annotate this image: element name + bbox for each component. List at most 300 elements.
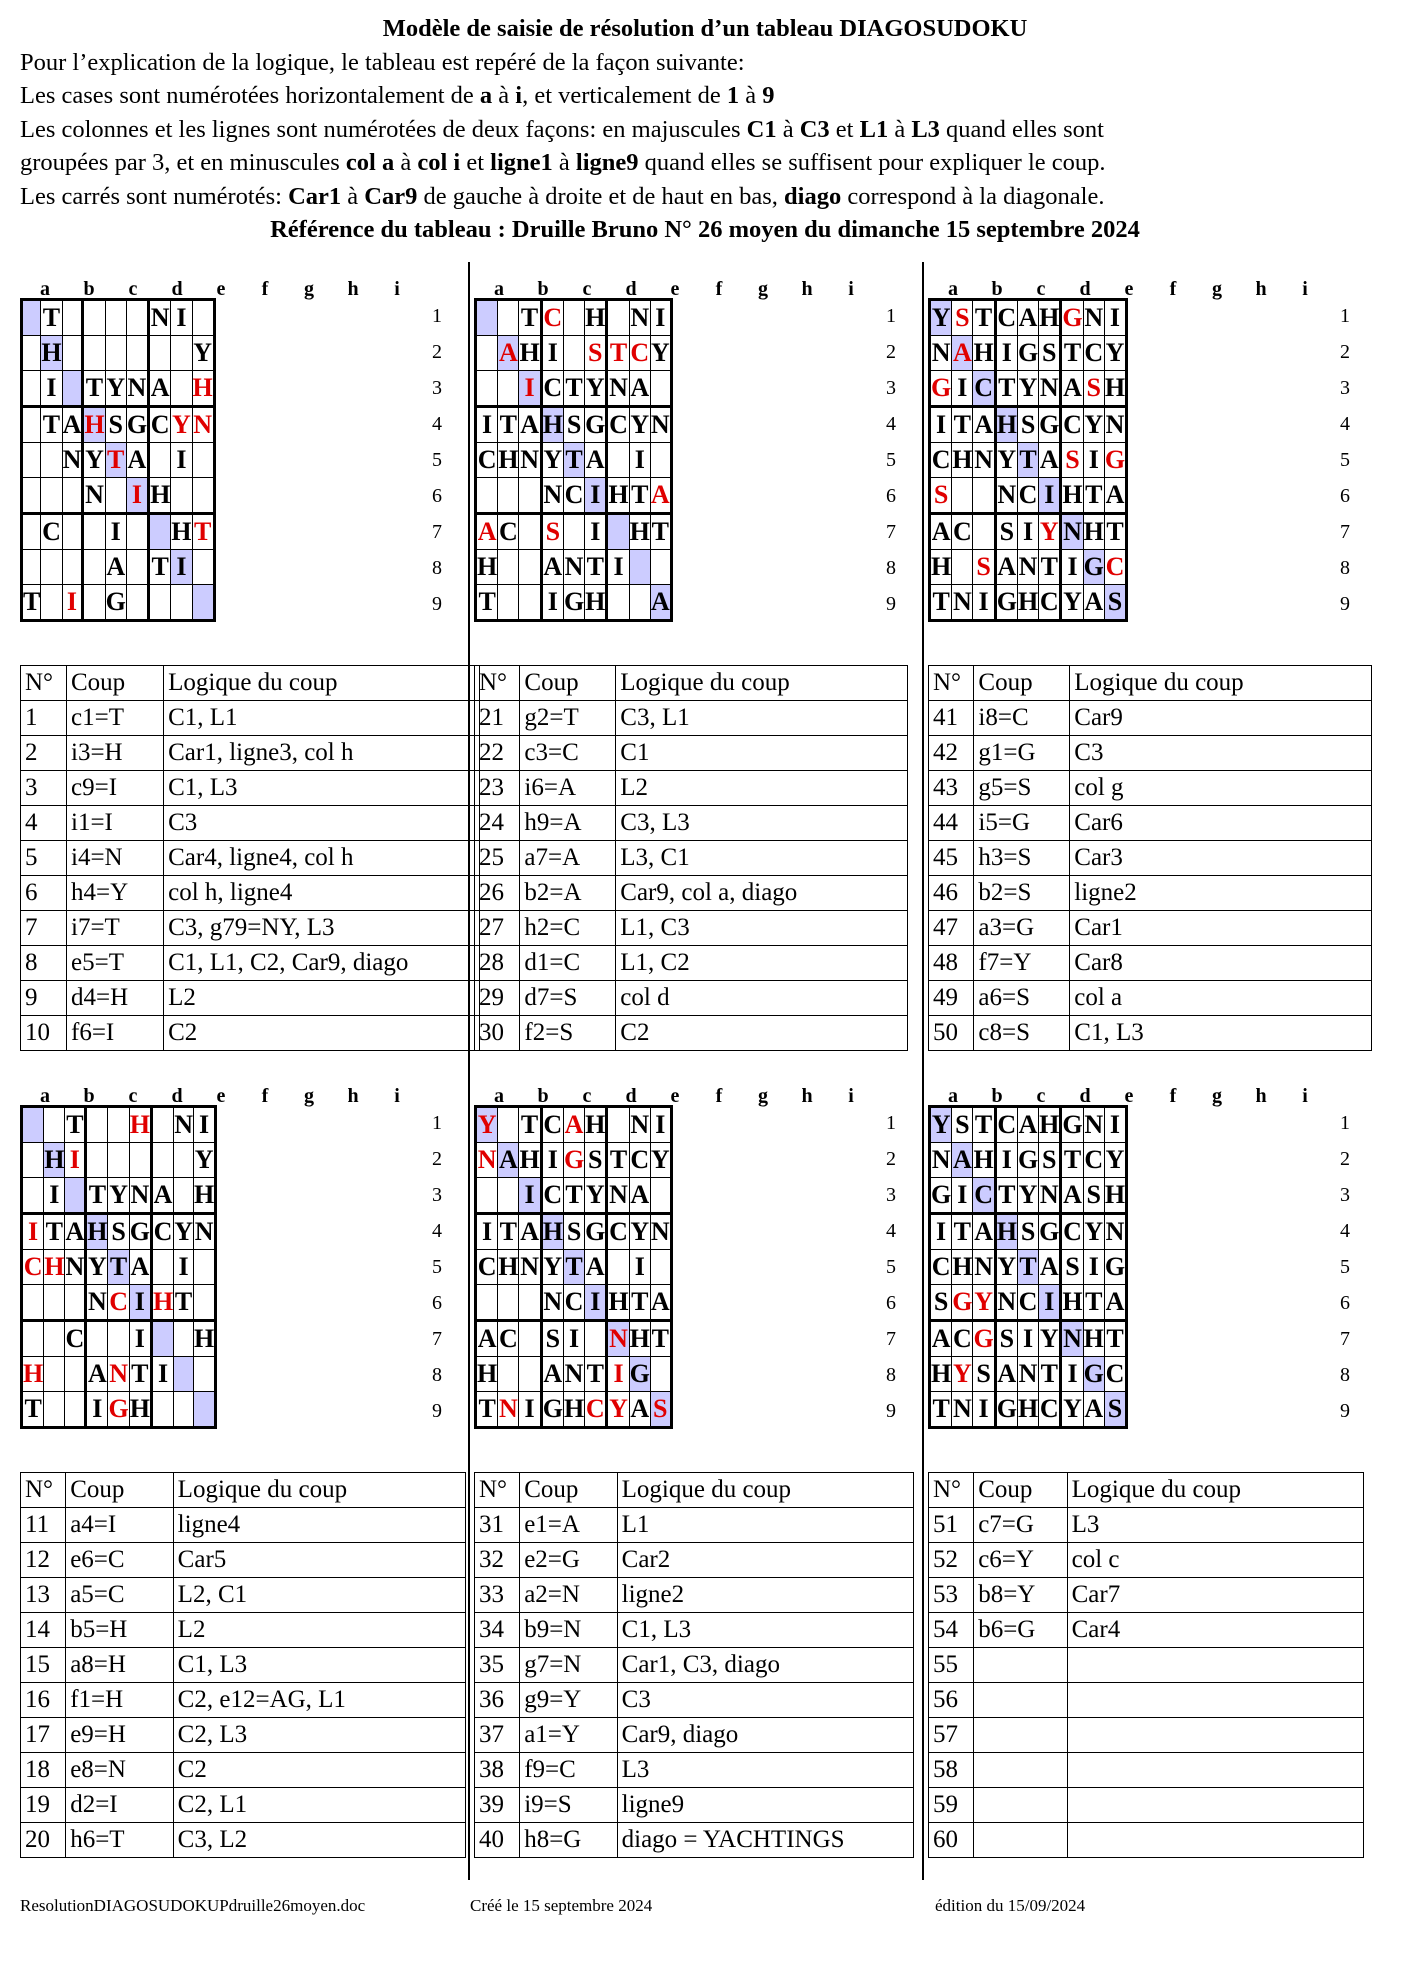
- move-cell: h3=S: [974, 841, 1070, 876]
- move-number: 3: [21, 771, 67, 806]
- move-row: [929, 701, 1372, 736]
- move-row: [475, 1683, 914, 1718]
- cell-c9: I: [973, 1392, 995, 1428]
- move-cell: d2=I: [66, 1788, 173, 1823]
- move-number: 30: [475, 1016, 520, 1051]
- cell-g1: G: [1061, 1107, 1083, 1143]
- grid-row: [22, 478, 215, 514]
- move-row: [929, 981, 1372, 1016]
- cell-h6: [171, 478, 192, 514]
- move-number: 46: [929, 876, 974, 911]
- cell-e9: G: [563, 585, 584, 621]
- cell-g8: I: [607, 1357, 629, 1392]
- cell-i3: H: [1104, 1178, 1126, 1214]
- cell-i8: C: [1104, 550, 1126, 585]
- cell-a1: [22, 1107, 44, 1143]
- column-label: f: [1169, 1085, 1177, 1107]
- row-label: 8: [1340, 1364, 1350, 1386]
- column-label: e: [670, 1085, 680, 1107]
- row-label: 3: [886, 377, 896, 399]
- move-logic: Car4: [1067, 1613, 1363, 1648]
- move-logic: Car1: [1070, 911, 1372, 946]
- cell-a9: T: [930, 585, 952, 621]
- column-label: i: [394, 1085, 400, 1107]
- cell-c6: [973, 478, 995, 514]
- cell-d2: I: [541, 1143, 563, 1178]
- cell-a2: N: [930, 336, 952, 371]
- moves-header-row: [929, 1473, 1364, 1508]
- cell-i7: H: [193, 1321, 215, 1357]
- move-logic: col d: [616, 981, 908, 1016]
- cell-h8: [174, 1357, 194, 1392]
- move-number: 37: [475, 1718, 520, 1753]
- move-row: [929, 876, 1372, 911]
- grid-row: [930, 550, 1127, 585]
- cell-e6: C: [563, 478, 584, 514]
- cell-g8: I: [1061, 1357, 1083, 1392]
- grid-row: [22, 1107, 216, 1143]
- cell-i4: N: [192, 407, 214, 443]
- cell-f4: G: [1039, 1214, 1061, 1250]
- cell-b1: S: [952, 1107, 973, 1143]
- cell-c7: G: [973, 1321, 995, 1357]
- cell-c1: T: [519, 300, 541, 336]
- cell-e3: T: [563, 371, 584, 407]
- cell-f1: H: [585, 300, 607, 336]
- cell-h7: H: [171, 514, 192, 550]
- moves-header-logic: Logique du coup: [617, 1473, 913, 1508]
- move-row: [475, 1718, 914, 1753]
- cell-h7: H: [1083, 1321, 1104, 1357]
- grid-row: [22, 300, 215, 336]
- cell-c6: [519, 478, 541, 514]
- cell-d7: S: [541, 1321, 563, 1357]
- cell-b3: I: [41, 371, 62, 407]
- move-row: [21, 981, 480, 1016]
- moves-header-move: Coup: [974, 1473, 1067, 1508]
- moves-header-number: N°: [929, 1473, 974, 1508]
- cell-a5: C: [476, 443, 498, 478]
- cell-f2: S: [1039, 336, 1061, 371]
- cell-d5: Y: [541, 443, 563, 478]
- column-label: c: [582, 278, 592, 300]
- grid-row: [930, 300, 1127, 336]
- row-label: 3: [1340, 377, 1350, 399]
- cell-e1: A: [1017, 1107, 1038, 1143]
- move-number: 26: [475, 876, 520, 911]
- cell-f1: H: [585, 1107, 607, 1143]
- cell-c2: H: [519, 336, 541, 371]
- cell-a4: [22, 407, 41, 443]
- cell-a8: H: [22, 1357, 44, 1392]
- row-label: 6: [886, 485, 896, 507]
- move-number: 38: [475, 1753, 520, 1788]
- row-label: 2: [432, 1148, 442, 1170]
- cell-b6: [44, 1285, 65, 1321]
- cell-b7: C: [498, 1321, 519, 1357]
- cell-c4: A: [519, 1214, 541, 1250]
- cell-i4: N: [1104, 1214, 1126, 1250]
- cell-d4: H: [541, 1214, 563, 1250]
- cell-c6: [65, 1285, 86, 1321]
- row-label: 9: [1340, 593, 1350, 615]
- move-number: 57: [929, 1718, 974, 1753]
- move-row: [21, 876, 480, 911]
- column-label: e: [670, 278, 680, 300]
- cell-i4: N: [650, 407, 671, 443]
- cell-c1: T: [519, 1107, 541, 1143]
- row-label: 7: [432, 521, 442, 543]
- row-label: 8: [1340, 557, 1350, 579]
- sudoku-table: [20, 1105, 217, 1429]
- move-logic: col a: [1070, 981, 1372, 1016]
- move-number: 14: [21, 1613, 66, 1648]
- column-label: c: [128, 1085, 138, 1107]
- row-label: 8: [432, 557, 442, 579]
- move-cell: a2=N: [520, 1578, 617, 1613]
- row-label: 3: [1340, 1184, 1350, 1206]
- moves-header-logic: Logique du coup: [1067, 1473, 1363, 1508]
- move-cell: i7=T: [67, 911, 164, 946]
- cell-g6: H: [151, 1285, 173, 1321]
- cell-e4: S: [105, 407, 126, 443]
- cell-h9: A: [1083, 1392, 1104, 1428]
- cell-e1: [105, 300, 126, 336]
- cell-d8: A: [995, 550, 1017, 585]
- cell-i3: [650, 371, 671, 407]
- cell-i8: [193, 1357, 215, 1392]
- cell-c5: N: [62, 443, 83, 478]
- cell-d6: N: [86, 1285, 108, 1321]
- move-cell: a7=A: [520, 841, 616, 876]
- move-number: 29: [475, 981, 520, 1016]
- cell-d3: T: [83, 371, 105, 407]
- cell-g9: Y: [1061, 1392, 1083, 1428]
- move-number: 2: [21, 736, 67, 771]
- move-logic: L3: [617, 1753, 913, 1788]
- cell-f2: S: [1039, 1143, 1061, 1178]
- cell-f9: C: [585, 1392, 607, 1428]
- cell-b9: [41, 585, 62, 621]
- move-cell: c9=I: [67, 771, 164, 806]
- cell-b7: [44, 1321, 65, 1357]
- move-number: 9: [21, 981, 67, 1016]
- move-row: [21, 1578, 466, 1613]
- move-row: [929, 736, 1372, 771]
- row-label: 7: [886, 521, 896, 543]
- cell-c7: [519, 514, 541, 550]
- cell-d6: N: [995, 478, 1017, 514]
- move-number: 47: [929, 911, 974, 946]
- grid-row: [930, 371, 1127, 407]
- move-cell: h9=A: [520, 806, 616, 841]
- column-label: c: [128, 278, 138, 300]
- move-number: 15: [21, 1648, 66, 1683]
- move-number: 6: [21, 876, 67, 911]
- cell-e8: N: [563, 1357, 584, 1392]
- move-row: [475, 771, 908, 806]
- row-label: 9: [432, 593, 442, 615]
- grid-row: [22, 1143, 216, 1178]
- cell-b3: [498, 371, 519, 407]
- move-cell: f2=S: [520, 1016, 616, 1051]
- cell-d8: A: [541, 550, 563, 585]
- cell-c3: [62, 371, 83, 407]
- cell-c2: H: [519, 1143, 541, 1178]
- grid-row: [476, 1214, 672, 1250]
- row-label: 2: [1340, 341, 1350, 363]
- move-number: 13: [21, 1578, 66, 1613]
- cell-c4: A: [62, 407, 83, 443]
- grid-row: [476, 443, 672, 478]
- cell-f9: H: [129, 1392, 151, 1428]
- cell-a4: I: [930, 1214, 952, 1250]
- move-cell: i4=N: [67, 841, 164, 876]
- cell-a2: N: [476, 1143, 498, 1178]
- move-cell: f9=C: [520, 1753, 617, 1788]
- column-label: b: [83, 1085, 95, 1107]
- cell-a6: S: [930, 478, 952, 514]
- cell-i2: Y: [192, 336, 214, 371]
- cell-e6: C: [1017, 478, 1038, 514]
- cell-i1: I: [1104, 300, 1126, 336]
- cell-h2: C: [1083, 1143, 1104, 1178]
- cell-g3: N: [607, 371, 629, 407]
- cell-f2: S: [585, 336, 607, 371]
- cell-d9: I: [86, 1392, 108, 1428]
- grid-row: [22, 1321, 216, 1357]
- cell-f1: H: [129, 1107, 151, 1143]
- move-row: [21, 1543, 466, 1578]
- cell-a2: N: [930, 1143, 952, 1178]
- cell-c4: A: [973, 407, 995, 443]
- move-number: 53: [929, 1578, 974, 1613]
- cell-d6: N: [83, 478, 105, 514]
- cell-f5: A: [585, 1250, 607, 1285]
- cells-explanation: Les cases sont numérotées horizontalement de a à i, et verticalement de 1 à 9: [20, 82, 775, 109]
- move-cell: c8=S: [974, 1016, 1070, 1051]
- move-logic: [1067, 1718, 1363, 1753]
- cell-h3: S: [1083, 371, 1104, 407]
- cell-d7: S: [995, 1321, 1017, 1357]
- move-row: [929, 1543, 1364, 1578]
- cell-g2: T: [607, 336, 629, 371]
- row-label: 7: [1340, 521, 1350, 543]
- row-label: 3: [432, 377, 442, 399]
- cell-c4: A: [519, 407, 541, 443]
- move-logic: C3, g79=NY, L3: [164, 911, 480, 946]
- move-number: 34: [475, 1613, 520, 1648]
- cell-d6: N: [541, 1285, 563, 1321]
- move-logic: L2: [173, 1613, 465, 1648]
- cell-a2: [22, 1143, 44, 1178]
- cell-a3: [22, 1178, 44, 1214]
- cell-i9: S: [650, 1392, 671, 1428]
- cell-b4: T: [44, 1214, 65, 1250]
- row-label: 5: [886, 1256, 896, 1278]
- cell-i3: H: [193, 1178, 215, 1214]
- cell-f5: A: [129, 1250, 151, 1285]
- cell-d4: H: [995, 407, 1017, 443]
- move-cell: a1=Y: [520, 1718, 617, 1753]
- cell-h4: Y: [629, 1214, 650, 1250]
- cell-e6: C: [563, 1285, 584, 1321]
- column-label: h: [801, 1085, 813, 1107]
- grid-row: [930, 1392, 1127, 1428]
- move-row: [475, 1016, 908, 1051]
- cell-h3: [174, 1178, 194, 1214]
- cell-b5: H: [498, 1250, 519, 1285]
- cell-f5: A: [1039, 443, 1061, 478]
- move-row: [21, 1508, 466, 1543]
- move-row: [475, 981, 908, 1016]
- moves-header-logic: Logique du coup: [616, 666, 908, 701]
- cell-b6: [498, 478, 519, 514]
- move-number: 60: [929, 1823, 974, 1858]
- cell-e9: H: [1017, 1392, 1038, 1428]
- move-row: [475, 1753, 914, 1788]
- grid-row: [930, 407, 1127, 443]
- cell-e4: S: [108, 1214, 129, 1250]
- grid-row: [476, 1143, 672, 1178]
- cell-e8: N: [1017, 1357, 1038, 1392]
- cell-g6: H: [1061, 478, 1083, 514]
- moves-header-move: Coup: [67, 666, 164, 701]
- cell-i1: I: [650, 300, 671, 336]
- cell-c1: [62, 300, 83, 336]
- cell-a7: A: [930, 514, 952, 550]
- move-logic: C2: [173, 1753, 465, 1788]
- cell-h7: [174, 1321, 194, 1357]
- cell-a8: H: [476, 550, 498, 585]
- cell-d5: Y: [83, 443, 105, 478]
- cell-b8: [498, 1357, 519, 1392]
- move-cell: i5=G: [974, 806, 1070, 841]
- cell-h1: N: [1083, 1107, 1104, 1143]
- cell-c6: Y: [973, 1285, 995, 1321]
- moves-table-5: [474, 1472, 914, 1858]
- move-cell: b8=Y: [974, 1578, 1067, 1613]
- cell-b8: [498, 550, 519, 585]
- cell-h1: N: [629, 300, 650, 336]
- cell-h4: Y: [1083, 1214, 1104, 1250]
- cell-d2: [83, 336, 105, 371]
- cell-a5: C: [22, 1250, 44, 1285]
- move-logic: C1, L3: [617, 1613, 913, 1648]
- row-label: 4: [886, 413, 896, 435]
- cell-d4: H: [995, 1214, 1017, 1250]
- move-row: [929, 1718, 1364, 1753]
- cell-g9: [151, 1392, 173, 1428]
- cell-e2: [105, 336, 126, 371]
- row-label: 6: [432, 1292, 442, 1314]
- cell-a5: C: [930, 1250, 952, 1285]
- cell-d3: C: [541, 1178, 563, 1214]
- footer-edition: édition du 15/09/2024: [935, 1896, 1086, 1915]
- cell-b1: T: [41, 300, 62, 336]
- grid-row: [930, 514, 1127, 550]
- cell-g8: I: [1061, 550, 1083, 585]
- cell-h8: [629, 550, 650, 585]
- cell-b6: G: [952, 1285, 973, 1321]
- row-label: 4: [1340, 1220, 1350, 1242]
- move-logic: ligne4: [173, 1508, 465, 1543]
- column-label: e: [216, 278, 226, 300]
- cell-f3: Y: [585, 371, 607, 407]
- cell-a5: C: [476, 1250, 498, 1285]
- move-logic: Car9, diago: [617, 1718, 913, 1753]
- column-divider: [468, 262, 470, 1880]
- move-row: [929, 946, 1372, 981]
- move-logic: ligne9: [617, 1788, 913, 1823]
- move-number: 55: [929, 1648, 974, 1683]
- cell-f8: T: [129, 1357, 151, 1392]
- grid-row: [930, 1107, 1127, 1143]
- cell-i9: S: [1104, 1392, 1126, 1428]
- sudoku-table: [474, 298, 673, 622]
- row-label: 6: [1340, 1292, 1350, 1314]
- move-logic: [1067, 1753, 1363, 1788]
- cell-f2: S: [585, 1143, 607, 1178]
- cell-g5: [151, 1250, 173, 1285]
- cell-a4: I: [930, 407, 952, 443]
- move-cell: c6=Y: [974, 1543, 1067, 1578]
- column-label: h: [1255, 278, 1267, 300]
- move-row: [21, 841, 480, 876]
- move-number: 1: [21, 701, 67, 736]
- cell-f8: T: [1039, 1357, 1061, 1392]
- move-number: 48: [929, 946, 974, 981]
- row-label: 7: [432, 1328, 442, 1350]
- cell-i8: [650, 550, 671, 585]
- cell-g6: H: [1061, 1285, 1083, 1321]
- cell-h1: N: [629, 1107, 650, 1143]
- move-number: 21: [475, 701, 520, 736]
- cell-h9: [171, 585, 192, 621]
- column-label: a: [494, 1085, 504, 1107]
- grid-row: [22, 1178, 216, 1214]
- cell-b9: N: [952, 585, 973, 621]
- move-cell: g1=G: [974, 736, 1070, 771]
- cell-h7: H: [1083, 514, 1104, 550]
- move-logic: Car1, ligne3, col h: [164, 736, 480, 771]
- cell-d4: H: [86, 1214, 108, 1250]
- cell-i9: [192, 585, 214, 621]
- cell-a6: [476, 478, 498, 514]
- cell-b6: [952, 478, 973, 514]
- cell-a3: [476, 371, 498, 407]
- move-cell: h6=T: [66, 1823, 173, 1858]
- move-logic: L2: [616, 771, 908, 806]
- cell-d8: A: [995, 1357, 1017, 1392]
- moves-header-number: N°: [21, 666, 67, 701]
- cell-i5: [192, 443, 214, 478]
- cell-d4: H: [541, 407, 563, 443]
- move-row: [929, 1578, 1364, 1613]
- cell-g5: [607, 443, 629, 478]
- grid-row: [22, 1285, 216, 1321]
- row-label: 9: [1340, 1400, 1350, 1422]
- cell-d1: C: [995, 1107, 1017, 1143]
- cell-i1: I: [1104, 1107, 1126, 1143]
- cell-g4: C: [607, 1214, 629, 1250]
- cell-d8: [83, 550, 105, 585]
- cell-e5: T: [1017, 1250, 1038, 1285]
- move-row: [475, 946, 908, 981]
- cell-i9: [193, 1392, 215, 1428]
- cell-b2: A: [952, 1143, 973, 1178]
- move-row: [929, 1016, 1372, 1051]
